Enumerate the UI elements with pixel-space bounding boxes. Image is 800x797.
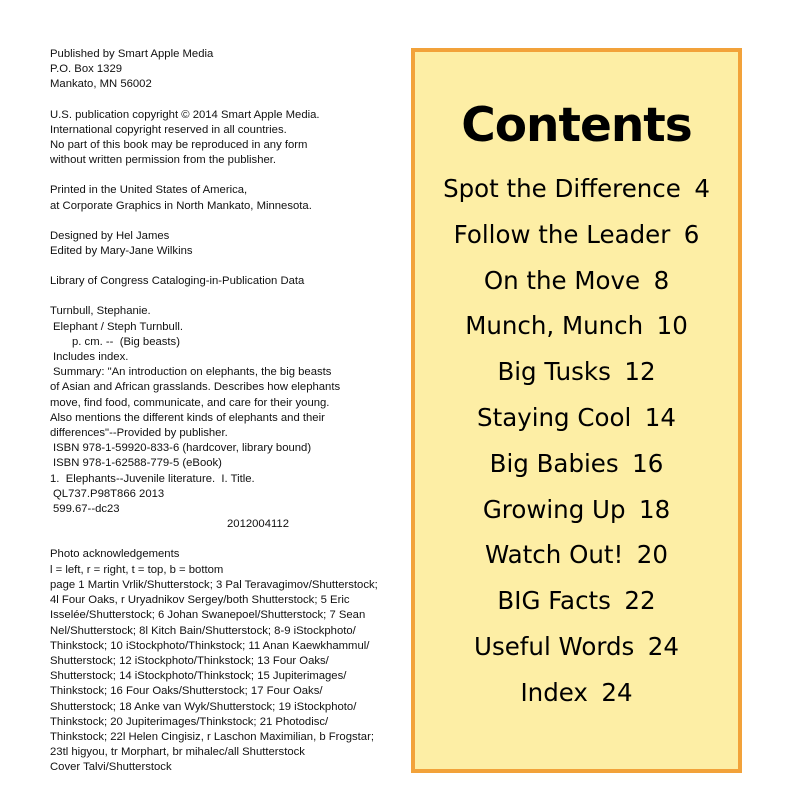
toc-item-munch-munch[interactable] [415,307,738,353]
toc-item-page: 24 [647,631,679,661]
toc-item-page: 18 [639,494,671,524]
toc-item-label: Growing Up [482,494,626,524]
toc-item-label: Useful Words [474,631,635,661]
toc-item-label: Staying Cool [477,402,632,432]
contents-panel [411,48,742,773]
toc-item-page: 16 [632,448,664,478]
cip-line: Turnbull, Stephanie. [50,305,151,318]
toc-item-label: Munch, Munch [465,311,644,341]
toc-item-label: Watch Out! [485,540,624,570]
toc-item-page: 4 [694,174,710,203]
toc-item-label: Spot the Difference [443,174,681,203]
cip-block [50,304,380,532]
toc-item-page: 10 [656,311,688,341]
copyright-page [50,47,380,791]
photo-line: 23tl higyou, tr Morphart, br mihalec/all Shutterstock [50,746,305,759]
copyright-line: U.S. publication copyright © 2014 Smart Apple Media. [50,108,320,121]
cip-line: of Asian and African grasslands. Describes how elephants [50,381,341,394]
cip-line: Includes index. [53,351,129,364]
printed-line: at Corporate Graphics in North Mankato, Minnesota. [50,199,312,212]
credits-line: Designed by Hel James [50,229,170,242]
photo-line: Shutterstock; 14 iStockphoto/Thinkstock; 15 Jupiterimages/ [50,670,347,683]
toc-item-page: 24 [601,677,633,707]
photo-line: Thinkstock; 16 Four Oaks/Shutterstock; 17 Four Oaks/ [50,685,323,698]
toc-item-page: 6 [683,219,700,249]
toc-item-index[interactable] [415,674,738,720]
contents-title: Contents [461,98,692,153]
copyright-block [50,108,380,169]
toc-item-big-tusks[interactable] [415,353,738,399]
photo-line: Cover Talvi/Shutterstock [50,761,172,774]
toc-item-label: Big Babies [489,448,619,478]
toc-item-label: On the Move [483,265,641,295]
photo-line: Nel/Shutterstock; 8l Kitch Bain/Shutterstock; 8-9 iStockphoto/ [50,624,356,637]
toc-item-on-the-move[interactable] [415,262,738,308]
cip-line: p. cm. -- (Big beasts) [72,335,180,348]
publisher-block [50,47,380,93]
copyright-line: No part of this book may be reproduced in any form [50,139,308,152]
photo-line: 4l Four Oaks, r Uryadnikov Sergey/both Shutterstock; 5 Eric [50,594,350,607]
publisher-line: Mankato, MN 56002 [50,78,152,91]
cip-heading [50,274,380,289]
publisher-line: P.O. Box 1329 [50,63,123,76]
photo-acknowledgements [50,547,380,775]
photo-line: Thinkstock; 10 iStockphoto/Thinkstock; 11 Anan Kaewkhammul/ [50,639,370,652]
publisher-line: Published by Smart Apple Media [50,48,214,60]
toc-item-label: BIG Facts [497,586,611,616]
toc-item-big-facts[interactable] [415,582,738,628]
cip-line: ISBN 978-1-62588-779-5 (eBook) [53,457,222,470]
cip-line: ISBN 978-1-59920-833-6 (hardcover, library bound) [53,442,312,455]
toc-item-follow-the-leader[interactable] [415,216,738,262]
cip-heading-text: Library of Congress Cataloging-in-Publication Data [50,275,305,288]
toc-item-label: Index [520,677,588,707]
photo-heading: Photo acknowledgements [50,548,180,561]
photo-line: Isselée/Shutterstock; 6 Johan Swanepoel/Shutterstock; 7 Sean [50,609,366,622]
cip-line: move, find food, communicate, and care for their young. [50,396,330,409]
credits-block [50,229,380,259]
printed-line: Printed in the United States of America, [50,184,248,197]
toc-item-page: 12 [624,357,656,387]
cip-line: Summary: "An introduction on elephants, the big beasts [53,366,332,379]
cip-line: 599.67--dc23 [53,503,120,516]
toc-item-spot-the-difference[interactable] [415,170,738,216]
toc-item-label: Big Tusks [497,357,611,387]
photo-line: page 1 Martin Vrlik/Shutterstock; 3 Pal Teravagimov/Shutterstock; [50,578,378,591]
toc-item-page: 8 [653,265,670,295]
photo-line: l = left, r = right, t = top, b = bottom [50,563,224,576]
printed-block [50,183,380,213]
credits-line: Edited by Mary-Jane Wilkins [50,245,193,258]
toc-item-staying-cool[interactable] [415,399,738,445]
cip-line: differences"--Provided by publisher. [50,427,228,440]
photo-line: Thinkstock; 22l Helen Cingisiz, r Laschon Maximilian, b Frogstar; [50,730,374,743]
cip-control-number: 2012004112 [227,518,289,531]
photo-line: Shutterstock; 12 iStockphoto/Thinkstock; 13 Four Oaks/ [50,654,329,667]
toc-item-page: 22 [624,586,656,616]
toc-item-growing-up[interactable] [415,491,738,537]
toc-item-big-babies[interactable] [415,445,738,491]
cip-line: Elephant / Steph Turnbull. [53,320,184,333]
toc-item-label: Follow the Leader [453,219,671,249]
photo-line: Thinkstock; 20 Jupiterimages/Thinkstock; 21 Photodisc/ [50,715,329,728]
toc-item-useful-words[interactable] [415,628,738,674]
toc-item-watch-out[interactable] [415,536,738,582]
toc-item-page: 20 [636,540,668,570]
cip-line: QL737.P98T866 2013 [53,487,165,500]
photo-line: Shutterstock; 18 Anke van Wyk/Shutterstock; 19 iStockphoto/ [50,700,357,713]
copyright-line: without written permission from the publisher. [50,154,277,167]
copyright-line: International copyright reserved in all countries. [50,123,287,136]
cip-line: Also mentions the different kinds of elephants and their [50,411,325,424]
table-of-contents [415,170,738,720]
toc-item-page: 14 [644,402,676,432]
cip-line: 1. Elephants--Juvenile literature. I. Title. [50,472,255,485]
